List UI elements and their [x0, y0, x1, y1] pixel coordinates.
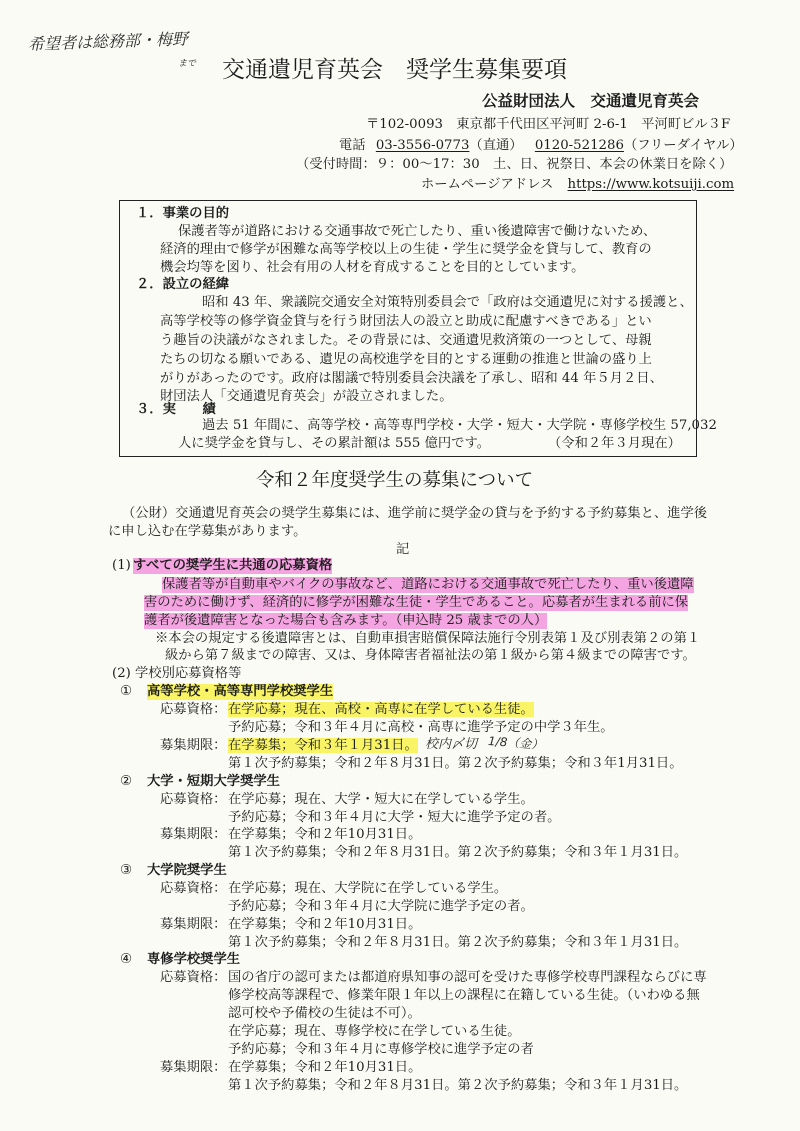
deadline-label: 募集期限： [160, 827, 227, 842]
deadline-line: 第１次予約募集；令和２年８月31日。第２次予約募集；令和３年１月31日。 [228, 845, 688, 860]
school-name: 高等学校・高等専門学校奨学生 [147, 684, 334, 699]
eligibility-line: 在学応募；現在、大学・短大に在学している学生。 [228, 792, 534, 807]
handwritten-school-deadline-date: 1/8（金） [487, 734, 544, 752]
common-line: 害のために働けず、経済的に修学が困難な生徒・学生であること。応募者が生まれる前に保 [144, 595, 689, 610]
school-number: ② [120, 774, 132, 789]
eligibility-line: 在学応募；現在、大学院に在学している学生。 [228, 881, 508, 896]
by-school-number: (2) [112, 666, 131, 681]
school-deadline-row [160, 827, 421, 843]
deadline-label: 募集期限： [160, 917, 227, 932]
purpose-line: 機会均等を図り、社会有用の人材を育成することを目的としています。 [160, 260, 585, 275]
document-title: 交通遺児育英会 奨学生募集要項 [222, 57, 567, 83]
common-title: すべての奨学生に共通の応募資格 [133, 558, 333, 573]
eligibility-label: 応募資格： [160, 702, 227, 717]
school-number: ④ [120, 952, 132, 967]
intro-line: に申し込む在学募集があります。 [108, 524, 307, 539]
organization-name: 公益財団法人 交通遺児育英会 [482, 91, 700, 110]
school-eligibility-row [160, 970, 707, 986]
results-as-of: （令和２年３月現在） [548, 436, 681, 451]
eligibility-label: 応募資格： [160, 970, 227, 985]
purpose-line: 経済的理由で修学が困難な高等学校以上の生徒・学生に奨学金を貸与して、教育の [160, 242, 652, 257]
school-eligibility-row [160, 702, 534, 718]
common-number: (1) [112, 558, 131, 573]
eligibility-line: 予約応募；令和３年４月に大学院に進学予定の者。 [228, 899, 534, 914]
phone-free-note: （フリーダイヤル） [623, 138, 743, 153]
deadline-line: 第１次予約募集；令和２年８月31日。第２次予約募集；令和３年1月31日。 [228, 756, 683, 771]
school-name: 専修学校奨学生 [147, 952, 241, 967]
homepage-url: https://www.kotsuiji.com [567, 177, 735, 192]
history-line: 財団法人「交通遺児育英会」が設立されました。 [160, 389, 453, 404]
intro-line: （公財）交通遺児育英会の奨学生募集には、進学前に奨学金の貸与を予約する予約募集と、進学後 [122, 506, 708, 521]
results-heading: ３．実 績 [136, 402, 216, 417]
eligibility-line: 国の省庁の認可または都道府県知事の認可を受けた専修学校専門課程ならびに専 [228, 970, 707, 985]
school-number: ③ [120, 863, 132, 878]
history-line: う趣旨の決議がなされました。その背景には、交通遺児救済策の一つとして、母親 [160, 333, 652, 348]
phone-free: 0120-521286 [534, 138, 624, 153]
by-school-title: 学校別応募資格等 [135, 666, 242, 681]
eligibility-label: 応募資格： [160, 881, 227, 896]
deadline-line: 在学募集；令和３年１月31日。 [228, 738, 418, 753]
eligibility-line: 認可校や予備校の生徒は不可）。 [228, 1006, 421, 1021]
eligibility-line: 在学応募；現在、専修学校に在学している生徒。 [228, 1024, 521, 1039]
handwritten-note-suffix: まで [178, 59, 197, 69]
common-note: 級から第７級までの障害、又は、身体障害者福祉法の第１級から第４級までの障害です。 [165, 648, 696, 663]
deadline-label: 募集期限： [160, 1060, 227, 1075]
deadline-label: 募集期限： [160, 738, 227, 753]
history-line: 高等学校等の修学資金貸与を行う財団法人の設立と助成に配慮すべきである」とい [160, 314, 652, 329]
deadline-line: 在学募集；令和２年10月31日。 [228, 917, 422, 932]
reception-hours: （受付時間：９：00～17：30 土、日、祝祭日、本会の休業日を除く） [296, 157, 733, 172]
deadline-line: 在学募集；令和２年10月31日。 [228, 827, 422, 842]
eligibility-line: 修学校高等課程で、修業年限１年以上の課程に在籍している生徒。（いわゆる無 [228, 988, 700, 1003]
history-heading: ２．設立の経緯 [136, 277, 230, 292]
history-line: がりがあったのです。政府は閣議で特別委員会決議を了承し、昭和 44 年５月２日、 [160, 371, 663, 386]
school-name: 大学院奨学生 [147, 863, 227, 878]
eligibility-line: 予約応募；令和３年４月に大学・短大に進学予定の者。 [228, 810, 561, 825]
school-deadline-row [160, 738, 418, 754]
eligibility-line: 予約応募；令和３年４月に専修学校に進学予定の者 [228, 1042, 534, 1057]
homepage-line [421, 177, 734, 193]
phone-label: 電話 [339, 138, 366, 153]
school-deadline-row [160, 1060, 421, 1076]
ki-mark: 記 [396, 542, 410, 557]
handwritten-note: 希望者は総務部・梅野 [27, 29, 189, 54]
history-line: たちの切なる願いである、遺児の高校進学を目的とする運動の推進と世論の盛り上 [160, 352, 652, 367]
results-line: 人に奨学金を貸与し、その累計額は 555 億円です。 [178, 436, 491, 451]
deadline-line: 在学募集；令和２年10月31日。 [228, 1060, 422, 1075]
school-number: ① [120, 684, 132, 699]
handwritten-school-deadline: 校内〆切 [425, 737, 478, 752]
deadline-line: 第１次予約募集；令和２年８月31日。第２次予約募集；令和３年１月31日。 [228, 1078, 688, 1093]
phone-direct: 03-3556-0773 [375, 138, 470, 153]
results-line: 過去 51 年間に、高等学校・高等専門学校・大学・短大・大学院・専修学校生 57,032 [202, 418, 717, 433]
deadline-line: 第１次予約募集；令和２年８月31日。第２次予約募集；令和３年１月31日。 [228, 935, 688, 950]
eligibility-label: 応募資格： [160, 792, 227, 807]
common-line: 護者が後遺障害となった場合も含みます。（申込時 25 歳までの人） [144, 613, 548, 628]
school-eligibility-row [160, 792, 534, 808]
school-deadline-row [160, 917, 421, 933]
history-line: 昭和 43 年、衆議院交通安全対策特別委員会で「政府は交通遺児に対する援護と、 [202, 295, 693, 310]
school-name: 大学・短期大学奨学生 [147, 774, 280, 789]
eligibility-line: 予約応募；令和３年４月に高校・高専に進学予定の中学３年生。 [228, 720, 614, 735]
eligibility-line: 在学応募；現在、高校・高専に在学している生徒。 [228, 702, 534, 717]
recruitment-heading: 令和２年度奨学生の募集について [256, 470, 534, 491]
address: 〒102-0093 東京都千代田区平河町 2-6-1 平河町ビル３F [366, 117, 731, 132]
phone-line [339, 138, 743, 154]
homepage-label: ホームページアドレス [421, 177, 554, 192]
purpose-heading: １．事業の目的 [136, 206, 230, 221]
purpose-line: 保護者等が道路における交通事故で死亡したり、重い後遺障害で働けないため、 [178, 224, 657, 239]
phone-direct-note: （直通） [469, 138, 523, 153]
common-line: 保護者等が自動車やバイクの事故など、道路における交通事故で死亡したり、重い後遺障 [162, 577, 694, 592]
common-note: ※本会の規定する後遺障害とは、自動車損害賠償保障法施行令別表第１及び別表第２の第１ [155, 631, 701, 646]
school-eligibility-row [160, 881, 507, 897]
